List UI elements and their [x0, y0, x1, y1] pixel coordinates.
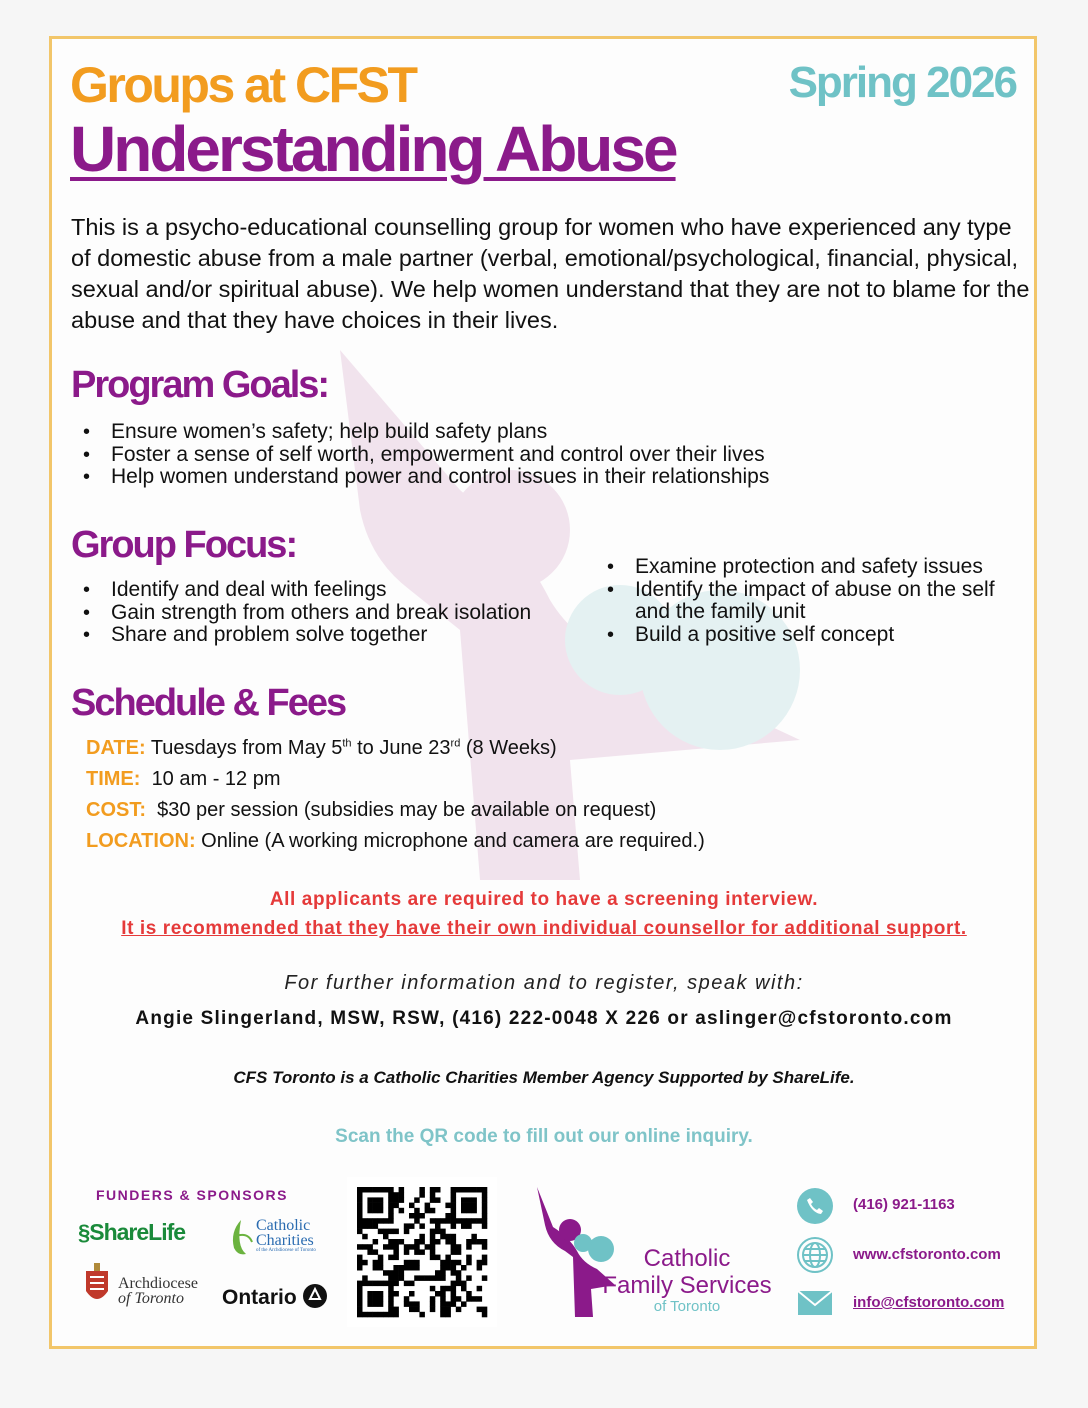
focus-list-left	[71, 579, 591, 647]
qr-code[interactable]	[347, 1177, 497, 1327]
mail-icon	[797, 1290, 833, 1321]
goals-list	[71, 421, 971, 489]
focus-list-right	[595, 556, 1035, 646]
time-row	[86, 768, 281, 791]
arch-line2: of Toronto	[118, 1290, 184, 1307]
time-label: TIME:	[86, 768, 141, 790]
cost-value: $30 per session (subsidies may be available on request)	[157, 799, 657, 821]
intro-paragraph: This is a psycho-educational counselling group for women who have experienced any type of domestic abuse from a male partner (verbal, emotional/psychological, financial, physical, sexual and/or spiritual abuse). We help women understand that they are not to blame for the abuse and that they have choices in their lives.	[71, 214, 1030, 333]
contact-person[interactable]: Angie Slingerland, MSW, RSW, (416) 222-0048 X 226 or aslinger@cfstoronto.com	[135, 1008, 953, 1029]
list-item: • Identify and deal with feelings	[71, 579, 591, 602]
date-value-c: (8 Weeks)	[460, 737, 557, 759]
sharelife-name: ShareLife	[89, 1219, 186, 1245]
trillium-icon	[303, 1284, 327, 1308]
email-link[interactable]: info@cfstoronto.com	[853, 1294, 1005, 1311]
location-row	[86, 830, 705, 853]
dove-icon	[228, 1218, 254, 1258]
sharelife-mark-icon: §	[78, 1220, 90, 1245]
season-label: Spring 2026	[788, 58, 1016, 107]
list-item: • Help women understand power and control issues in their relationships	[71, 466, 971, 489]
cfs-line2: Family Services	[602, 1272, 772, 1299]
cc-line1: Catholic	[256, 1217, 311, 1234]
date-sup-1: th	[342, 737, 352, 750]
cc-line3: of the Archdiocese of Toronto	[256, 1248, 316, 1253]
phone-number[interactable]: (416) 921-1163	[853, 1196, 955, 1213]
focus-heading: Group Focus:	[71, 524, 297, 566]
list-item: • Build a positive self concept	[595, 624, 1035, 647]
time-value: 10 am - 12 pm	[151, 768, 281, 790]
ontario-logo	[222, 1284, 327, 1310]
cfs-logo	[525, 1185, 775, 1325]
cfs-line3: of Toronto	[653, 1298, 721, 1315]
catholic-charities-logo	[228, 1216, 338, 1264]
member-line: CFS Toronto is a Catholic Charities Member Agency Supported by ShareLife.	[233, 1068, 855, 1087]
cost-row	[86, 799, 656, 822]
date-row	[86, 737, 557, 760]
list-item: • Examine protection and safety issues	[595, 556, 1035, 579]
date-sup-2: rd	[450, 737, 461, 750]
list-item: • Foster a sense of self worth, empowerment and control over their lives	[71, 444, 971, 467]
date-label: DATE:	[86, 737, 146, 759]
contact-lead: For further information and to register, speak with:	[284, 972, 804, 994]
kicker: Groups at CFST	[70, 57, 416, 113]
cost-label: COST:	[86, 799, 146, 821]
list-item: • Ensure women’s safety; help build safety plans	[71, 421, 971, 444]
arch-line1: Archdiocese	[118, 1275, 198, 1292]
website-link[interactable]: www.cfstoronto.com	[853, 1246, 1001, 1263]
qr-code-icon	[347, 1177, 497, 1327]
date-value-b: to June 23	[351, 737, 451, 759]
list-item: • Identify the impact of abuse on the self and the family unit	[595, 579, 1035, 624]
schedule-heading: Schedule & Fees	[71, 682, 346, 724]
counsellor-notice: It is recommended that they have their own individual counsellor for additional support.	[121, 918, 967, 939]
location-value: Online (A working microphone and camera are required.)	[201, 830, 705, 852]
qr-prompt: Scan the QR code to fill out our online inquiry.	[335, 1126, 753, 1147]
list-item: • Share and problem solve together	[71, 624, 591, 647]
sponsors-heading: FUNDERS & SPONSORS	[96, 1187, 288, 1203]
page-title: Understanding Abuse	[70, 113, 676, 185]
screening-notice: All applicants are required to have a screening interview.	[269, 889, 819, 910]
goals-heading: Program Goals:	[71, 364, 329, 406]
globe-icon	[797, 1237, 833, 1273]
phone-icon	[797, 1188, 833, 1224]
crest-icon	[82, 1263, 112, 1309]
location-label: LOCATION:	[86, 830, 196, 852]
cc-line2: Charities	[256, 1232, 314, 1249]
list-item: • Gain strength from others and break isolation	[71, 602, 591, 625]
sharelife-logo	[78, 1219, 185, 1246]
cfs-line1: Catholic	[643, 1245, 731, 1272]
date-value-a: Tuesdays from May 5	[150, 737, 343, 759]
archdiocese-logo	[82, 1263, 202, 1311]
ontario-name: Ontario	[222, 1286, 297, 1309]
